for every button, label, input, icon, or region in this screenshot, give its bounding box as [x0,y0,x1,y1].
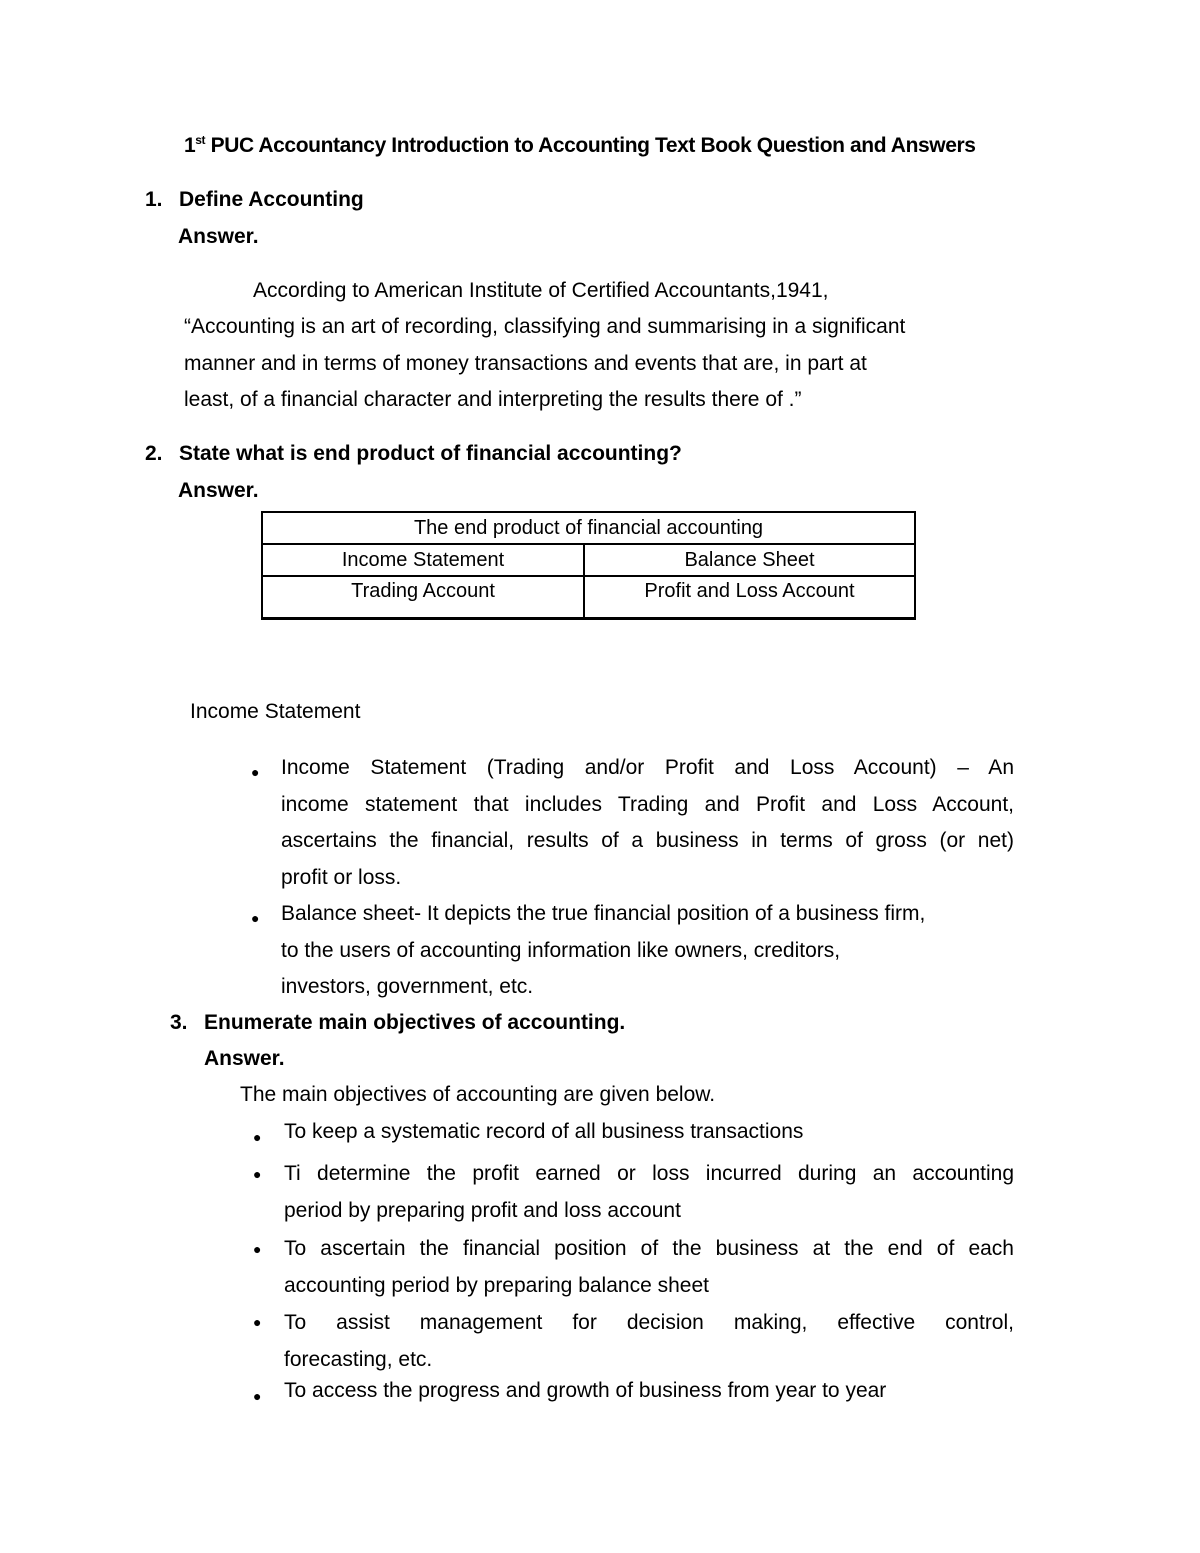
question-number: 1. [145,188,163,211]
question-text: Define Accounting [179,188,364,211]
table-cell: Income Statement [262,544,584,576]
bullet-line: Balance sheet- It depicts the true financial position of a business firm, [281,902,926,925]
bullet-icon: ● [253,1241,262,1257]
question-number: 2. [145,442,163,465]
answer-label-1: Answer. [178,225,259,248]
q3-bullet-3 [284,1231,1014,1304]
answer-label-2: Answer. [178,479,259,502]
question-text: Enumerate main objectives of accounting. [204,1011,626,1034]
bullet-line: accounting period by preparing balance sheet [284,1273,709,1297]
bullet-icon: ● [253,1129,262,1145]
table-header-cell: The end product of financial accounting [262,512,915,544]
title-superscript: st [195,133,206,147]
bullet-line: Ti determine the profit earned or loss incurred during an accounting [284,1162,1014,1185]
table-cell: Trading Account [262,576,584,619]
q2-bullet-1 [281,750,1014,896]
bullet-line: To ascertain the financial position of the business at the end of each [284,1237,1014,1260]
answer-label-3: Answer. [204,1047,285,1070]
bullet-icon: ● [251,910,260,926]
table-cell: Profit and Loss Account [584,576,915,619]
bullet-line: Income Statement (Trading and/or Profit and Loss Account) – An [281,756,1014,779]
bullet-line: forecasting, etc. [284,1347,433,1371]
table-header-row [262,512,915,544]
document-title [184,134,976,158]
q2-bullet-2 [281,896,1014,1006]
q1-answer-line-2: “Accounting is an art of recording, classifying and summarising in a significant [184,315,906,338]
title-text: PUC Accountancy Introduction to Accounting Text Book Question and Answers [205,134,976,157]
q3-bullet-4 [284,1305,1014,1378]
q3-bullet-5: To access the progress and growth of business from year to year [284,1379,887,1402]
bullet-line: period by preparing profit and loss account [284,1198,681,1222]
question-3 [170,1011,625,1035]
bullet-line: investors, government, etc. [281,975,534,998]
title-prefix: 1 [184,134,196,157]
bullet-icon: ● [253,1166,262,1182]
bullet-line: ascertains the financial, results of a business in terms of gross (or net) [281,829,1014,852]
question-number: 3. [170,1011,188,1034]
q3-bullet-1: To keep a systematic record of all business transactions [284,1120,804,1143]
question-2 [145,442,682,466]
end-product-table [261,511,916,620]
bullet-icon: ● [253,1314,262,1330]
income-statement-subheading: Income Statement [190,700,361,723]
q1-answer-line-1: According to American Institute of Certified Accountants,1941, [253,279,829,302]
q1-answer-line-4: least, of a financial character and interpreting the results there of .” [184,388,802,411]
q3-intro: The main objectives of accounting are given below. [240,1083,716,1106]
bullet-line: profit or loss. [281,865,402,889]
table-cell: Balance Sheet [584,544,915,576]
table-row [262,576,915,619]
question-1 [145,188,364,212]
bullet-line: income statement that includes Trading and Profit and Loss Account, [281,792,1014,816]
bullet-icon: ● [251,764,260,780]
table-row [262,544,915,576]
bullet-line: To assist management for decision making, effective control, [284,1311,1014,1334]
bullet-line: to the users of accounting information like owners, creditors, [281,938,841,962]
q3-bullet-2 [284,1156,1014,1229]
bullet-icon: ● [253,1388,262,1404]
q1-answer-line-3: manner and in terms of money transactions and events that are, in part at [184,352,867,375]
question-text: State what is end product of financial accounting? [179,442,682,465]
